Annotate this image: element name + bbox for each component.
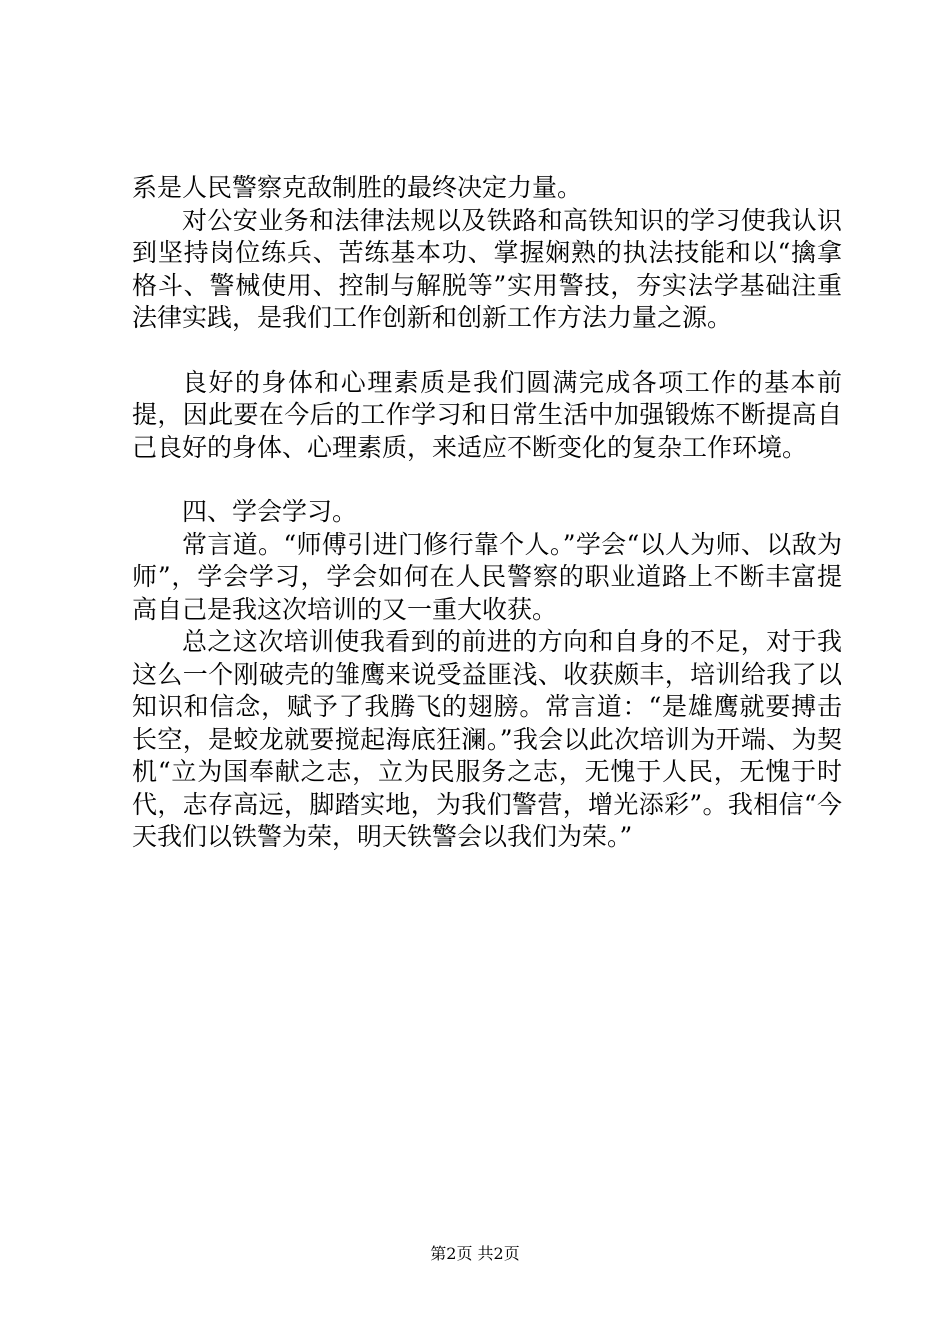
paragraph-continuation: 系是人民警察克敌制胜的最终决定力量。 bbox=[132, 173, 583, 202]
paragraph-learn-to-learn: 常言道。“师傅引进门修行靠个人。”学会“以人为师、以敌为师”，学会学习，学会如何在人民警察的职业道路上不断丰富提高自己是我这次培训的又一重大收获。 bbox=[132, 529, 842, 624]
page-number: 第2页 共2页 bbox=[430, 1244, 520, 1263]
paragraph-physical-quality: 良好的身体和心理素质是我们圆满完成各项工作的基本前提，因此要在今后的工作学习和日常生活中加强锻炼不断提高自己良好的身体、心理素质，来适应不断变化的复杂工作环境。 bbox=[132, 367, 842, 462]
section-heading-learn: 四、学会学习。 bbox=[182, 497, 358, 526]
page-footer bbox=[0, 1244, 950, 1264]
paragraph-conclusion: 总之这次培训使我看到的前进的方向和自身的不足，对于我这么一个刚破壳的雏鹰来说受益匪浅、收获颇丰，培训给我了以知识和信念，赋予了我腾飞的翅膀。常言道：“是雄鹰就要搏击长空，是蛟龙就要搅起海底狂澜。”我会以此次培训为开端、为契机“立为国奉献之志，立为民服务之志，无愧于人民，无愧于时代，志存高远，脚踏实地，为我们警营，增光添彩”。我相信“今天我们以铁警为荣，明天铁警会以我们为荣。” bbox=[132, 627, 842, 851]
paragraph-study-law: 对公安业务和法律法规以及铁路和高铁知识的学习使我认识到坚持岗位练兵、苦练基本功、掌握娴熟的执法技能和以“擒拿格斗、警械使用、控制与解脱等”实用警技，夯实法学基础注重法律实践，是我们工作创新和创新工作方法力量之源。 bbox=[132, 205, 842, 332]
document-body bbox=[132, 172, 842, 854]
